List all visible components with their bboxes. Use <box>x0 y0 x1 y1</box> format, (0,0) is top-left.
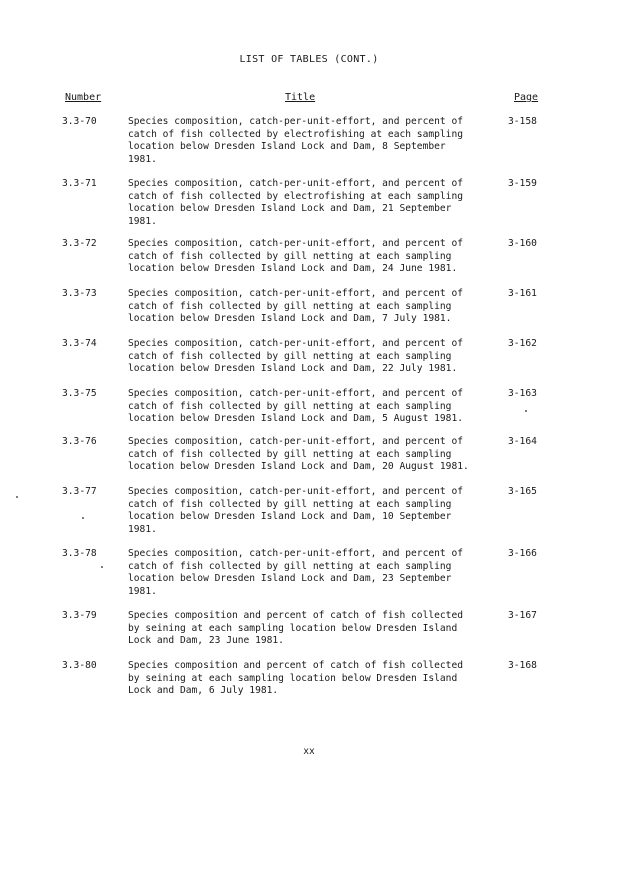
scan-speck <box>16 496 18 498</box>
table-page: 3-163 <box>508 388 537 399</box>
column-header-page: Page <box>514 92 539 103</box>
table-page: 3-167 <box>508 610 537 621</box>
table-number: 3.3-79 <box>62 610 97 621</box>
table-number: 3.3-78 <box>62 548 97 559</box>
column-header-title: Title <box>285 92 316 103</box>
table-number: 3.3-73 <box>62 288 97 299</box>
table-page: 3-164 <box>508 436 537 447</box>
table-page: 3-160 <box>508 238 537 249</box>
table-title: Species composition, catch-per-unit-effort, and percent of catch of fish collected by gill netting at each sampling location below Dresden Island Lock and Dam, 24 June 1981. <box>128 238 464 275</box>
table-page: 3-166 <box>508 548 537 559</box>
column-header-number: Number <box>65 92 102 103</box>
scan-speck <box>101 566 103 568</box>
page-title: LIST OF TABLES (CONT.) <box>239 54 379 65</box>
table-number: 3.3-72 <box>62 238 97 249</box>
table-number: 3.3-80 <box>62 660 97 671</box>
table-number: 3.3-71 <box>62 178 97 189</box>
table-page: 3-162 <box>508 338 537 349</box>
table-number: 3.3-75 <box>62 388 97 399</box>
table-title: Species composition, catch-per-unit-effort, and percent of catch of fish collected by gill netting at each sampling location below Dresden Island Lock and Dam, 23 September 1981. <box>128 548 464 597</box>
table-title: Species composition, catch-per-unit-effort, and percent of catch of fish collected by gill netting at each sampling location below Dresden Island Lock and Dam, 20 August 1981. <box>128 436 469 473</box>
table-title: Species composition, catch-per-unit-effort, and percent of catch of fish collected by gill netting at each sampling location below Dresden Island Lock and Dam, 7 July 1981. <box>128 288 464 325</box>
table-number: 3.3-76 <box>62 436 97 447</box>
table-title: Species composition and percent of catch of fish collected by seining at each sampling location below Dresden Island Lock and Dam, 6 July 1981. <box>128 660 464 697</box>
table-title: Species composition, catch-per-unit-effort, and percent of catch of fish collected by gill netting at each sampling location below Dresden Island Lock and Dam, 22 July 1981. <box>128 338 464 375</box>
table-title: Species composition and percent of catch of fish collected by seining at each sampling location below Dresden Island Lock and Dam, 23 June 1981. <box>128 610 464 647</box>
page-number: xx <box>303 746 315 757</box>
table-title: Species composition, catch-per-unit-effort, and percent of catch of fish collected by electrofishing at each sampling location below Dresden Island Lock and Dam, 21 September 1981. <box>128 178 464 227</box>
table-page: 3-165 <box>508 486 537 497</box>
table-page: 3-168 <box>508 660 537 671</box>
table-title: Species composition, catch-per-unit-effort, and percent of catch of fish collected by electrofishing at each sampling location below Dresden Island Lock and Dam, 8 September 1981. <box>128 116 464 165</box>
table-title: Species composition, catch-per-unit-effort, and percent of catch of fish collected by gill netting at each sampling location below Dresden Island Lock and Dam, 10 September 1981. <box>128 486 464 535</box>
table-title: Species composition, catch-per-unit-effort, and percent of catch of fish collected by gill netting at each sampling location below Dresden Island Lock and Dam, 5 August 1981. <box>128 388 464 425</box>
table-number: 3.3-74 <box>62 338 97 349</box>
scan-speck <box>525 410 527 412</box>
scan-speck <box>82 517 84 519</box>
table-number: 3.3-70 <box>62 116 97 127</box>
table-page: 3-158 <box>508 116 537 127</box>
table-page: 3-161 <box>508 288 537 299</box>
table-number: 3.3-77 <box>62 486 97 497</box>
table-page: 3-159 <box>508 178 537 189</box>
